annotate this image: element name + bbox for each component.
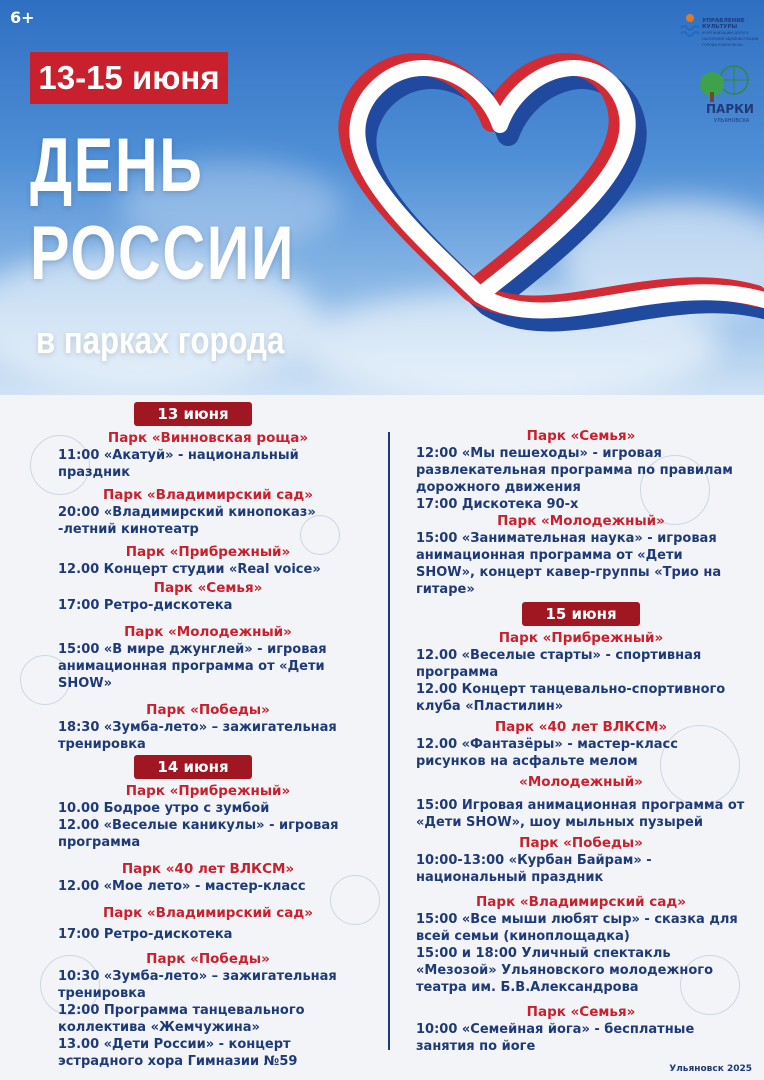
event-item: 12.00 «Веселые каникулы» - игровая программа [58, 818, 339, 850]
event-item: 17:00 Ретро-дискотека [58, 598, 233, 613]
event-item: 12.00 «Веселые старты» - спортивная программа [416, 648, 702, 680]
park-title: Парк «Прибрежный» [125, 544, 291, 560]
park-title: Парк «Молодежный» [497, 513, 665, 529]
event-item: 10:00-13:00 «Курбан Байрам» - национальный праздник [416, 853, 652, 885]
parks-logo [688, 62, 760, 134]
waves-icon [680, 12, 700, 42]
park-title: Парк «Владимирский сад» [476, 894, 686, 910]
park-title: Парк «Победы» [146, 951, 270, 967]
event-item: 15:00 «В мире джунглей» - игровая анимационная программа от «Дети SHOW» [58, 642, 327, 691]
park-title: Парк «Молодежный» [124, 624, 292, 640]
culture-logo-subtitle: И ОРГАНИЗАЦИИ ДОСУГА НАСЕЛЕНИЯ АДМИНИСТРАЦИИ ГОРОДА УЛЬЯНОВСКА [702, 31, 759, 47]
event-item: 12:00 Программа танцевального коллектива «Жемчужина» [58, 1003, 305, 1035]
day-15-banner: 15 июня [522, 602, 640, 626]
park-title: «Молодежный» [519, 774, 643, 790]
event-item: 10:00 «Семейная йога» - бесплатные занятия по йоге [416, 1022, 695, 1054]
park-title: Парк «Владимирский сад» [103, 905, 313, 921]
tree-ferris-wheel-icon [688, 62, 760, 106]
event-item: 12:00 «Мы пешеходы» - игровая развлекательная программа по правилам дорожного движения [416, 446, 733, 495]
event-item: 12.00 «Фантазёры» - мастер-класс рисунков на асфальте мелом [416, 737, 678, 769]
column-divider [388, 432, 390, 1050]
park-title: Парк «Победы» [519, 835, 643, 851]
title-line-2: РОССИИ [30, 211, 296, 296]
event-item: 10:30 «Зумба-лето» – зажигательная тренировка [58, 969, 337, 1001]
park-title: Парк «Владимирский сад» [103, 487, 313, 503]
event-item: 15:00 Игровая анимационная программа от «Дети SHOW», шоу мыльных пузырей [416, 798, 745, 830]
parks-logo-name: ПАРКИ [706, 102, 754, 116]
park-title: Парк «Семья» [153, 580, 263, 596]
parks-logo-city: УЛЬЯНОВСКА [714, 118, 750, 124]
park-title: Парк «Прибрежный» [498, 630, 664, 646]
footer-city-year: Ульяновск 2025 [669, 1064, 752, 1074]
culture-department-logo [680, 12, 760, 52]
event-item: 20:00 «Владимирский кинопоказ» -летний кинотеатр [58, 505, 316, 537]
title-line-1: ДЕНЬ [30, 123, 204, 208]
park-title: Парк «Прибрежный» [125, 783, 291, 799]
park-title: Парк «40 лет ВЛКСМ» [494, 719, 668, 735]
park-title: Парк «40 лет ВЛКСМ» [121, 861, 295, 877]
event-item: 12.00 «Мое лето» - мастер-класс [58, 879, 306, 894]
day-14-banner: 14 июня [134, 755, 252, 779]
event-item: 10.00 Бодрое утро с зумбой [58, 801, 270, 816]
event-item: 18:30 «Зумба-лето» – зажигательная тренировка [58, 720, 337, 752]
event-item: 13.00 «Дети России» - концерт эстрадного хора Гимназии №59 [58, 1037, 298, 1069]
event-item: 15:00 и 18:00 Уличный спектакль «Мезозой» Ульяновского молодежного театра им. Б.В.Александрова [416, 946, 714, 995]
event-item: 17:00 Дискотека 90-х [416, 497, 579, 512]
park-title: Парк «Винновская роща» [107, 430, 309, 446]
hero-banner [0, 0, 764, 395]
park-title: Парк «Семья» [526, 428, 636, 444]
subtitle: в парках города [36, 320, 285, 362]
day-13-banner: 13 июня [134, 402, 252, 426]
event-item: 15:00 «Все мыши любят сыр» - сказка для всей семьи (киноплощадка) [416, 912, 738, 944]
age-rating: 6+ [10, 8, 35, 27]
park-title: Парк «Семья» [526, 1004, 636, 1020]
event-item: 11:00 «Акатуй» - национальный праздник [58, 448, 299, 480]
event-item: 17:00 Ретро-дискотека [58, 927, 233, 942]
event-item: 12.00 Концерт студии «Real voice» [58, 562, 321, 577]
park-title: Парк «Победы» [146, 702, 270, 718]
culture-logo-title: УПРАВЛЕНИЕ КУЛЬТУРЫ [702, 18, 745, 30]
right-column [416, 428, 746, 1055]
event-item: 12.00 Концерт танцевально-спортивного клуба «Пластилин» [416, 682, 726, 714]
left-column [58, 402, 358, 1070]
date-banner: 13-15 июня [30, 52, 228, 104]
event-item: 15:00 «Занимательная наука» - игровая анимационная программа от «Дети SHOW», концерт кавер-группы «Трио на гитаре» [416, 531, 722, 597]
